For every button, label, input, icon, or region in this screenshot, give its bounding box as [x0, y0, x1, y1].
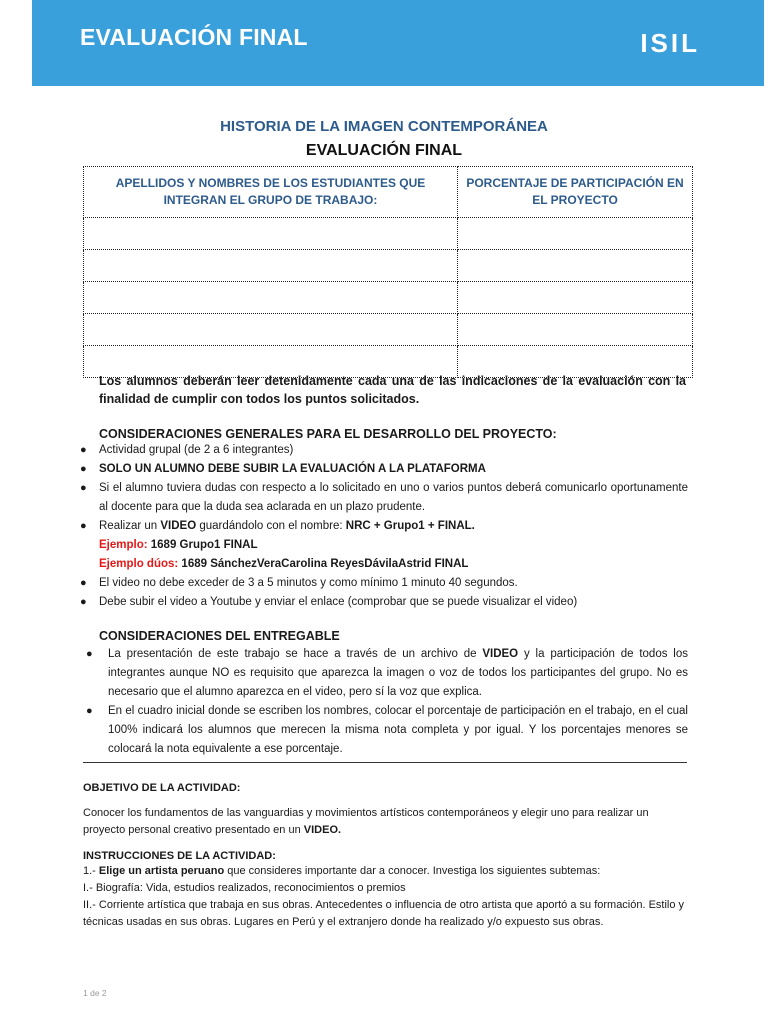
header-banner: [32, 0, 764, 86]
intro-paragraph: Los alumnos deberán leer detenidamente cada una de las indicaciones de la evaluación con la finalidad de cumplir con todos los puntos solicitados.: [99, 374, 686, 406]
students-names-header: APELLIDOS Y NOMBRES DE LOS ESTUDIANTES QUE INTEGRAN EL GRUPO DE TRABAJO:: [84, 167, 458, 218]
percentage-cell[interactable]: [458, 314, 693, 346]
percentage-cell[interactable]: [458, 218, 693, 250]
name-cell[interactable]: [84, 218, 458, 250]
list-item: ● El video no debe exceder de 3 a 5 minutos y como mínimo 1 minuto 40 segundos.: [80, 574, 688, 593]
course-title: HISTORIA DE LA IMAGEN CONTEMPORÁNEA: [220, 118, 548, 135]
bullet-icon: ●: [80, 463, 87, 475]
instruction-line: II.- Corriente artística que trabaja en sus obras. Antecedentes o influencia de otro artista que aportó a su formación. Estilo y técnicas usadas en sus obras. Lugares en Perú y el extranjero donde ha realizado y/o expuesto sus obras.: [83, 899, 685, 928]
name-cell[interactable]: [84, 250, 458, 282]
name-cell[interactable]: [84, 314, 458, 346]
deliverable-heading: CONSIDERACIONES DEL ENTREGABLE: [99, 629, 340, 643]
instruction-line: 1.- Elige un artista peruano que consideres importante dar a conocer. Investiga los siguientes subtemas:: [83, 865, 601, 877]
banner-title: EVALUACIÓN FINAL: [80, 24, 308, 50]
section-divider: [83, 762, 687, 763]
general-considerations-list: [80, 441, 688, 612]
bullet-icon: ●: [86, 648, 93, 660]
bullet-icon: ●: [80, 596, 87, 608]
list-item: ● Realizar un VIDEO guardándolo con el nombre: NRC + Grupo1 + FINAL.: [80, 517, 688, 536]
document-subtitle: EVALUACIÓN FINAL: [305, 142, 463, 159]
objective-heading: OBJETIVO DE LA ACTIVIDAD:: [83, 782, 241, 794]
list-item: ● SOLO UN ALUMNO DEBE SUBIR LA EVALUACIÓN A LA PLATAFORMA: [80, 460, 688, 479]
percentage-cell[interactable]: [458, 282, 693, 314]
example-duos-line: Ejemplo dúos: 1689 SánchezVeraCarolina ReyesDávilaAstrid FINAL: [99, 558, 469, 570]
table-row: [84, 282, 693, 314]
example-line: Ejemplo: 1689 Grupo1 FINAL: [99, 539, 258, 551]
page-number: 1 de 2: [83, 988, 107, 998]
group-members-table: [83, 166, 693, 378]
deliverable-list: [80, 645, 688, 759]
instructions-heading: INSTRUCCIONES DE LA ACTIVIDAD:: [83, 850, 276, 862]
bullet-icon: ●: [80, 482, 87, 494]
name-cell[interactable]: [84, 282, 458, 314]
isil-logo: ISIL: [640, 28, 700, 58]
bullet-icon: ●: [80, 577, 87, 589]
percentage-cell[interactable]: [458, 250, 693, 282]
objective-text: Conocer los fundamentos de las vanguardias y movimientos artísticos contemporáneos y elegir uno para realizar un proyecto personal creativo presentado en un VIDEO.: [83, 807, 649, 836]
instructions-text: [83, 863, 687, 931]
bullet-icon: ●: [80, 520, 87, 532]
bullet-icon: ●: [86, 705, 93, 717]
table-header-row: [84, 167, 693, 218]
list-item: ● En el cuadro inicial donde se escriben los nombres, colocar el porcentaje de participación en el trabajo, en el cual 100% indicará los alumnos que merecen la misma nota completa y por igual. Y los porcentajes menores se colocará la nota equivalente a ese porcentaje.: [80, 702, 688, 759]
table-row: [84, 314, 693, 346]
list-item: ● Actividad grupal (de 2 a 6 integrantes): [80, 441, 688, 460]
list-item: ● La presentación de este trabajo se hace a través de un archivo de VIDEO y la participación de todos los integrantes aunque NO es requisito que aparezca la imagen o voz de todos los participantes del grupo. No es necesario que el alumno aparezca en el video, pero sí la voz que explica.: [80, 645, 688, 702]
table-row: [84, 250, 693, 282]
bullet-icon: ●: [80, 444, 87, 456]
general-considerations-heading: CONSIDERACIONES GENERALES PARA EL DESARROLLO DEL PROYECTO:: [99, 427, 557, 441]
list-item: ● Si el alumno tuviera dudas con respecto a lo solicitado en uno o varios puntos deberá comunicarlo oportunamente al docente para que la duda sea aclarada en un plazo prudente.: [80, 479, 688, 517]
instruction-line: I.- Biografía: Vida, estudios realizados, reconocimientos o premios: [83, 882, 406, 894]
participation-percentage-header: PORCENTAJE DE PARTICIPACIÓN EN EL PROYECTO: [458, 167, 693, 218]
list-item: ● Debe subir el video a Youtube y enviar el enlace (comprobar que se puede visualizar el video): [80, 593, 688, 612]
table-row: [84, 218, 693, 250]
